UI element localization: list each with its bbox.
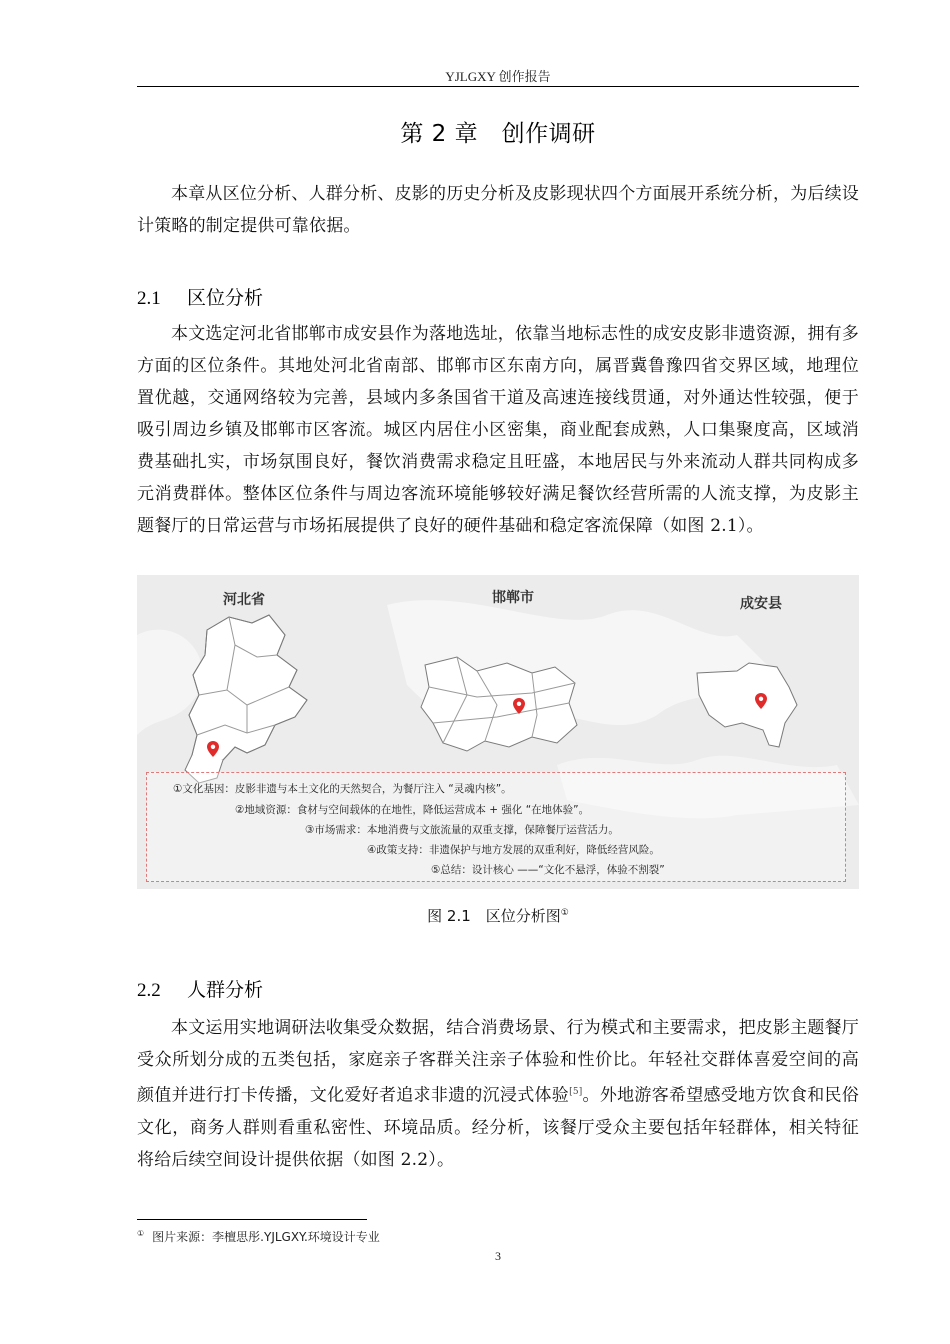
hebei-label: 河北省 [223, 592, 265, 608]
section-title: 人群分析 [187, 979, 264, 1001]
page-number: 3 [495, 1249, 501, 1263]
handan-city-map [421, 657, 577, 751]
footnote [137, 1228, 380, 1245]
chengan-label: 成安县 [740, 596, 782, 612]
chengan-county-map [697, 663, 797, 747]
footnote-rule [137, 1219, 367, 1220]
location-analysis-figure [137, 575, 859, 889]
handan-label: 邯郸市 [492, 590, 534, 606]
footnote-text: 图片来源：李檀思彤.YJLGXY.环境设计专业 [152, 1230, 380, 1244]
header-rule [137, 86, 859, 87]
location-pin-icon [512, 697, 526, 715]
location-pin-icon [754, 692, 768, 710]
note-item: ④政策支持：非遗保护与地方发展的双重利好，降低经营风险。 [367, 844, 660, 856]
footnote-mark: ① [137, 1229, 145, 1238]
location-analysis-paragraph: 本文选定河北省邯郸市成安县作为落地选址，依靠当地标志性的成安皮影非遗资源，拥有多方面的区位条件。其地处河北省南部、邯郸市区东南方向，属晋冀鲁豫四省交界区域，地理位置优越，交通网络较为完善，县域内多条国省干道及高速连接线贯通，对外通达性较强，便于吸引周边乡镇及邯郸市区客流。城区内居住小区密集，商业配套成熟，人口集聚度高，区域消费基础扎实，市场氛围良好，餐饮消费需求稳定且旺盛，本地居民与外来流动人群共同构成多元消费群体。整体区位条件与周边客流环境能够较好满足餐饮经营所需的人流支撑，为皮影主题餐厅的日常运营与市场拓展提供了良好的硬件基础和稳定客流保障（如图 2.1）。 [137, 324, 859, 536]
running-header: YJLGXY 创作报告 [445, 69, 551, 84]
intro-paragraph: 本章从区位分析、人群分析、皮影的历史分析及皮影现状四个方面展开系统分析，为后续设计策略的制定提供可靠依据。 [137, 184, 859, 236]
note-item: ⑤总结：设计核心 ——“文化不悬浮，体验不割裂” [431, 864, 665, 876]
section-heading-2-1 [137, 283, 263, 310]
paragraph-text: 本文运用实地调研法收集受众数据，结合消费场景、行为模式和主要需求，把皮影主题餐厅受众所划分成的五类包括，家庭亲子客群关注亲子体验和性价比。年轻社交群体喜爱空间的高颜值并进行打卡传播，文化爱好者追求非遗的沉浸式体验 [137, 1018, 859, 1106]
note-item: ①文化基因：皮影非遗与本土文化的天然契合，为餐厅注入 “灵魂内核”。 [173, 783, 512, 795]
note-item: ②地域资源：食材与空间载体的在地性，降低运营成本 + 强化 “在地体验”。 [235, 804, 590, 816]
caption-footnote-mark: ① [560, 908, 569, 918]
section-title: 区位分析 [187, 287, 264, 309]
section-number: 2.1 [137, 288, 161, 309]
citation-ref: [5] [569, 1087, 583, 1097]
location-pin-icon [206, 740, 220, 758]
chapter-title: 第 2 章 创作调研 [400, 121, 596, 147]
figure-caption [137, 905, 859, 926]
notes-box [146, 772, 846, 882]
section-number: 2.2 [137, 980, 161, 1001]
caption-text: 图 2.1 区位分析图 [427, 907, 561, 925]
audience-analysis-paragraph [137, 1012, 859, 1176]
section-heading-2-2 [137, 975, 263, 1002]
hebei-province-map [185, 615, 307, 783]
paragraph-text: 。外地游客希望感受地方饮食和民俗文化，商务人群则看重私密性、环境品质。经分析，该餐厅受众主要包括年轻群体，相关特征将给后续空间设计提供依据（如图 2.2）。 [137, 1085, 860, 1170]
note-item: ③市场需求：本地消费与文旅流量的双重支撑，保障餐厅运营活力。 [305, 824, 619, 836]
